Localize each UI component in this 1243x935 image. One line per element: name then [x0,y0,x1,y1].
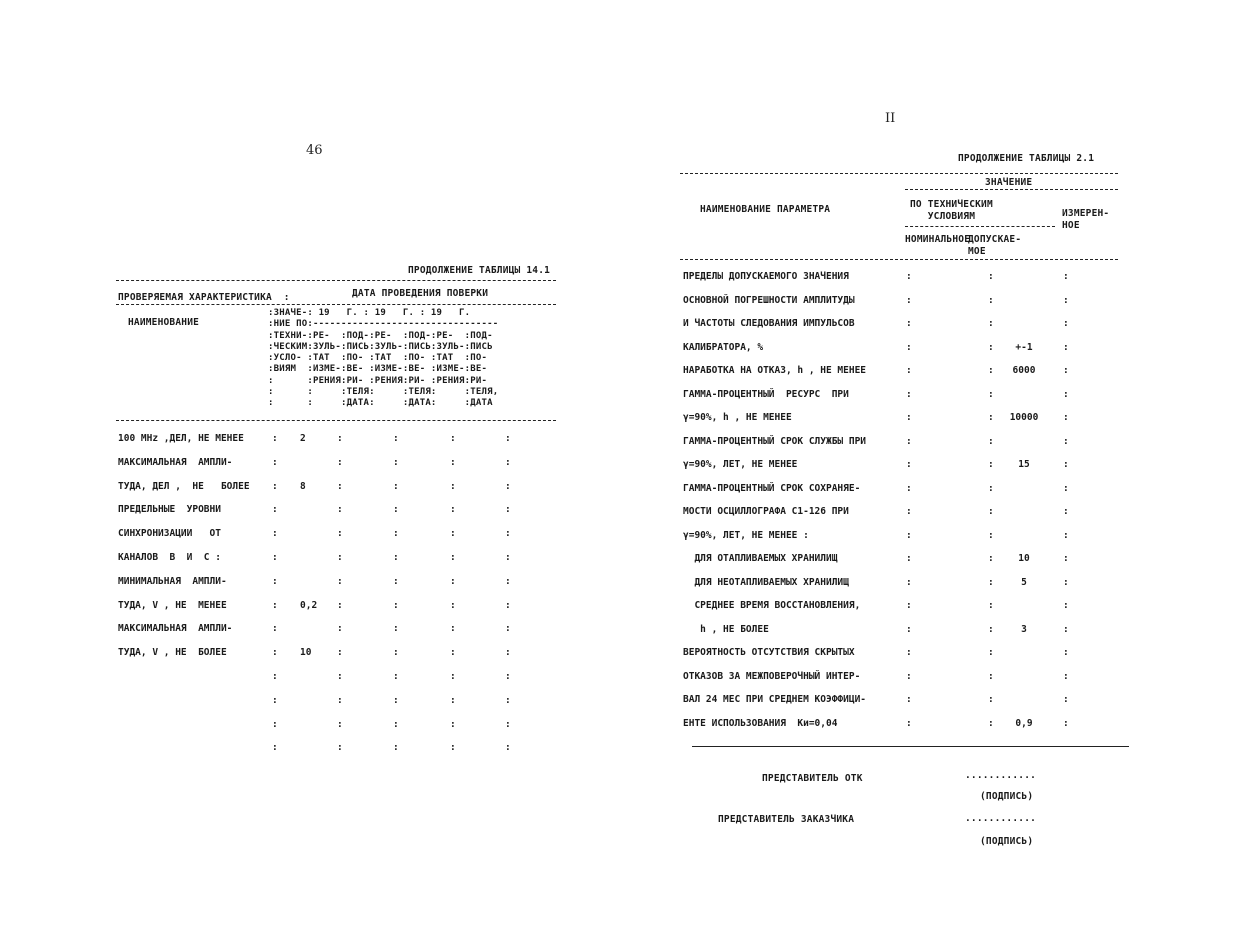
right-row-separator: : [1063,271,1069,282]
right-row-name: ОТКАЗОВ ЗА МЕЖПОВЕРОЧНЫЙ ИНТЕР- [683,670,861,682]
signature-caption-otk: (ПОДПИСЬ) [980,791,1034,802]
left-row-separator: : [272,599,278,611]
signature-line-otk: ............ [965,770,1037,781]
left-row-value: 8 [300,480,306,492]
left-row-separator: : [393,671,399,682]
right-row-separator: : [906,388,912,400]
right-rule-top [680,173,1118,174]
right-row-separator: : [906,412,912,423]
right-row-separator: : [906,717,912,729]
left-row-separator: : [393,647,399,659]
right-row-separator: : [1063,365,1069,376]
right-row-separator: : [1063,482,1069,494]
right-header-value: ЗНАЧЕНИЕ [985,177,1033,188]
left-row-separator: : [337,575,343,587]
left-rule-top [116,280,556,281]
right-row-separator: : [906,318,912,329]
left-row-name: ТУДА, V , НЕ МЕНЕЕ [118,599,227,611]
right-row-name: ОСНОВНОЙ ПОГРЕШНОСТИ АМПЛИТУДЫ [683,294,855,306]
right-row-separator: : [906,341,912,353]
right-row-separator: : [988,529,994,541]
left-row-separator: : [393,694,399,706]
right-rule-value [905,189,1118,190]
left-page-number: 46 [306,143,323,158]
left-table-continuation: ПРОДОЛЖЕНИЕ ТАБЛИЦЫ 14.1 [408,265,551,276]
right-row-separator: : [988,412,994,423]
right-row-separator: : [988,271,994,282]
left-row-separator: : [272,528,278,540]
right-row-separator: : [1063,670,1069,682]
left-row-separator: : [272,480,278,492]
right-row-separator: : [988,506,994,517]
left-row-separator: : [393,742,399,754]
right-row-separator: : [1063,717,1069,729]
left-row-separator: : [505,694,511,706]
right-row-separator: : [988,670,994,682]
left-row-separator: : [393,718,399,730]
left-row-separator: : [337,528,343,540]
right-row-separator: : [1063,318,1069,329]
left-row-separator: : [450,480,456,492]
left-row-separator: : [450,575,456,587]
left-row-separator: : [337,742,343,754]
right-row-name: СРЕДНЕЕ ВРЕМЯ ВОССТАНОВЛЕНИЯ, [683,600,861,611]
left-row-separator: : [337,623,343,635]
right-row-separator: : [988,318,994,329]
right-row-separator: : [988,365,994,376]
left-row-name: МАКСИМАЛЬНАЯ АМПЛИ- [118,623,233,635]
right-row-separator: : [988,623,994,635]
left-header-characteristic: ПРОВЕРЯЕМАЯ ХАРАКТЕРИСТИКА : [118,292,290,303]
right-row-separator: : [1063,529,1069,541]
right-row-separator: : [1063,576,1069,588]
right-row-separator: : [988,388,994,400]
left-row-separator: : [505,552,511,563]
right-row-separator: : [906,365,912,376]
left-row-separator: : [505,718,511,730]
right-row-allowed: +-1 [1015,341,1033,353]
right-row-separator: : [1063,459,1069,470]
left-row-separator: : [505,575,511,587]
left-row-separator: : [337,647,343,659]
left-row-separator: : [337,433,343,444]
right-row-allowed: 6000 [1012,365,1036,376]
left-row-separator: : [450,647,456,659]
left-row-value: 10 [300,647,312,659]
right-row-name: ГАММА-ПРОЦЕНТНЫЙ СРОК СОХРАНЯЕ- [683,482,861,494]
right-row-separator: : [906,529,912,541]
left-row-separator: : [393,623,399,635]
right-row-separator: : [1063,600,1069,611]
left-row-separator: : [272,742,278,754]
right-rule-tech [905,226,1055,227]
right-row-name: h , НЕ БОЛЕЕ [683,623,769,635]
left-row-name: МИНИМАЛЬНАЯ АМПЛИ- [118,575,227,587]
right-row-separator: : [1063,623,1069,635]
right-row-separator: : [988,482,994,494]
left-row-separator: : [450,528,456,540]
right-row-separator: : [1063,341,1069,353]
left-row-separator: : [505,599,511,611]
right-row-allowed: 10 [1018,553,1030,564]
left-row-separator: : [450,599,456,611]
right-row-separator: : [988,694,994,705]
left-row-separator: : [450,694,456,706]
right-row-separator: : [906,506,912,517]
right-row-separator: : [1063,506,1069,517]
right-row-name: γ=90%, ЛЕТ, НЕ МЕНЕЕ : [683,529,809,541]
left-row-separator: : [393,528,399,540]
left-row-separator: : [505,456,511,468]
left-row-separator: : [505,623,511,635]
right-row-name: γ=90%, ЛЕТ, НЕ МЕНЕЕ [683,459,798,470]
right-row-separator: : [906,459,912,470]
left-row-name: 100 MHz ,ДЕЛ, НЕ МЕНЕЕ [118,433,244,444]
left-row-name: МАКСИМАЛЬНАЯ АМПЛИ- [118,456,233,468]
left-row-name: ТУДА, V , НЕ БОЛЕЕ [118,647,227,659]
right-row-separator: : [906,694,912,705]
right-row-name: ГАММА-ПРОЦЕНТНЫЙ РЕСУРС ПРИ [683,388,849,400]
right-row-name: КАЛИБРАТОРА, % [683,341,764,353]
left-row-separator: : [450,671,456,682]
left-row-name: СИНХРОНИЗАЦИИ ОТ [118,528,221,540]
right-header-tech: ПО ТЕХНИЧЕСКИМ УСЛОВИЯМ [910,199,993,222]
left-header-name: НАИМЕНОВАНИЕ [128,317,200,328]
left-row-separator: : [272,504,278,516]
left-row-separator: : [450,718,456,730]
left-row-separator: : [393,433,399,444]
left-row-separator: : [505,504,511,516]
right-row-separator: : [906,623,912,635]
right-row-separator: : [906,670,912,682]
right-row-separator: : [988,435,994,447]
left-row-separator: : [272,456,278,468]
signature-role-otk: ПРЕДСТАВИТЕЛЬ ОТК [762,773,863,784]
right-header-measured: ИЗМЕРЕН- НОЕ [1062,208,1110,231]
left-row-separator: : [393,504,399,516]
signature-caption-customer: (ПОДПИСЬ) [980,836,1034,847]
right-row-allowed: 0,9 [1015,717,1033,729]
right-row-separator: : [1063,694,1069,705]
left-row-separator: : [272,575,278,587]
left-row-separator: : [393,599,399,611]
left-row-value: 0,2 [300,599,318,611]
right-header-allowed: ДОПУСКАЕ- МОЕ [968,234,1022,257]
right-rule-bottom [692,746,1129,747]
right-rule-body [680,259,1118,260]
right-page-number: II [885,111,896,126]
left-row-separator: : [450,552,456,563]
right-row-separator: : [906,271,912,282]
left-row-separator: : [505,528,511,540]
right-row-separator: : [1063,294,1069,306]
right-row-separator: : [988,294,994,306]
right-row-separator: : [906,294,912,306]
left-row-separator: : [337,599,343,611]
left-row-separator: : [337,718,343,730]
left-row-separator: : [505,480,511,492]
right-row-separator: : [1063,435,1069,447]
left-row-separator: : [450,456,456,468]
right-row-allowed: 10000 [1009,412,1039,423]
left-row-separator: : [272,552,278,563]
right-row-name: ЕНТЕ ИСПОЛЬЗОВАНИЯ Kи=0,04 [683,717,838,729]
right-row-separator: : [906,576,912,588]
left-row-separator: : [393,480,399,492]
signature-role-customer: ПРЕДСТАВИТЕЛЬ ЗАКАЗЧИКА [718,814,855,825]
right-row-separator: : [906,647,912,658]
right-header-name: НАИМЕНОВАНИЕ ПАРАМЕТРА [700,204,831,215]
right-row-separator: : [988,576,994,588]
right-row-name: МОСТИ ОСЦИЛЛОГРАФА С1-126 ПРИ [683,506,849,517]
left-row-separator: : [505,647,511,659]
right-row-separator: : [1063,388,1069,400]
right-row-name: γ=90%, h , НЕ МЕНЕЕ [683,412,792,423]
right-row-separator: : [906,553,912,564]
left-row-separator: : [393,575,399,587]
right-row-allowed: 15 [1018,459,1030,470]
right-row-name: ДЛЯ ОТАПЛИВАЕМЫХ ХРАНИЛИЩ [683,553,838,564]
right-row-separator: : [1063,553,1069,564]
left-row-separator: : [393,456,399,468]
left-row-name: ТУДА, ДЕЛ , НЕ БОЛЕЕ [118,480,250,492]
left-row-separator: : [272,671,278,682]
right-row-name: НАРАБОТКА НА ОТКАЗ, h , НЕ МЕНЕЕ [683,365,867,376]
left-rule-body [116,420,556,421]
left-header-date: ДАТА ПРОВЕДЕНИЯ ПОВЕРКИ [352,288,489,299]
right-row-separator: : [988,717,994,729]
right-row-separator: : [988,459,994,470]
left-row-separator: : [272,647,278,659]
left-row-separator: : [337,480,343,492]
left-row-separator: : [272,694,278,706]
right-row-separator: : [1063,647,1069,658]
left-row-separator: : [272,623,278,635]
left-rule-header [116,304,556,305]
right-row-separator: : [906,435,912,447]
signature-line-customer: ............ [965,813,1037,824]
right-row-name: ВЕРОЯТНОСТЬ ОТСУТСТВИЯ СКРЫТЫХ [683,647,855,658]
right-row-separator: : [906,482,912,494]
right-row-separator: : [988,600,994,611]
right-row-allowed: 3 [1021,623,1027,635]
right-row-name: И ЧАСТОТЫ СЛЕДОВАНИЯ ИМПУЛЬСОВ [683,318,855,329]
left-row-separator: : [505,433,511,444]
right-row-name: ГАММА-ПРОЦЕНТНЫЙ СРОК СЛУЖБЫ ПРИ [683,435,867,447]
left-row-separator: : [505,742,511,754]
left-row-separator: : [337,552,343,563]
right-header-nominal: НОМИНАЛЬНОЕ [905,234,971,245]
right-row-allowed: 5 [1021,576,1027,588]
left-row-separator: : [337,456,343,468]
right-row-separator: : [988,647,994,658]
left-row-separator: : [337,694,343,706]
right-row-separator: : [906,600,912,611]
right-row-name: ПРЕДЕЛЫ ДОПУСКАЕМОГО ЗНАЧЕНИЯ [683,271,849,282]
left-row-separator: : [450,504,456,516]
left-row-separator: : [450,623,456,635]
left-row-name: ПРЕДЕЛЬНЫЕ УРОВНИ [118,504,221,516]
left-row-separator: : [272,718,278,730]
left-row-separator: : [450,433,456,444]
left-row-name: КАНАЛОВ В И С : [118,552,221,563]
left-row-separator: : [337,504,343,516]
right-row-name: ДЛЯ НЕОТАПЛИВАЕМЫХ ХРАНИЛИЩ [683,576,849,588]
left-row-separator: : [393,552,399,563]
right-row-separator: : [988,341,994,353]
right-row-separator: : [1063,412,1069,423]
left-row-separator: : [337,671,343,682]
left-row-separator: : [505,671,511,682]
left-row-separator: : [450,742,456,754]
left-header-block: :ЗНАЧЕ-: 19 Г. : 19 Г. : 19 Г. :НИЕ ПО:--------------------------------- :ТЕХНИ-:РЕ- :ПОД-:РЕ- :ПОД-:РЕ- :ПОД- :ЧЕСКИМ:ЗУЛЬ-:ПИСЬ:ЗУЛЬ-:ПИСЬ:ЗУЛЬ-:ПИСЬ :УСЛО- :ТАТ :ПО- :ТАТ :ПО- :ТАТ :ПО- :ВИЯМ :ИЗМЕ-:ВЕ- :ИЗМЕ-:ВЕ- :ИЗМЕ-:ВЕ- : :РЕНИЯ:РИ- :РЕНИЯ:РИ- :РЕНИЯ:РИ- : : :ТЕЛЯ: :ТЕЛЯ: :ТЕЛЯ, : : :ДАТА: :ДАТА: :ДАТА [268,308,499,409]
right-row-separator: : [988,553,994,564]
left-row-separator: : [272,433,278,444]
right-table-continuation: ПРОДОЛЖЕНИЕ ТАБЛИЦЫ 2.1 [958,153,1095,164]
left-row-value: 2 [300,433,306,444]
right-row-name: ВАЛ 24 МЕС ПРИ СРЕДНЕМ КОЭФФИЦИ- [683,694,867,705]
